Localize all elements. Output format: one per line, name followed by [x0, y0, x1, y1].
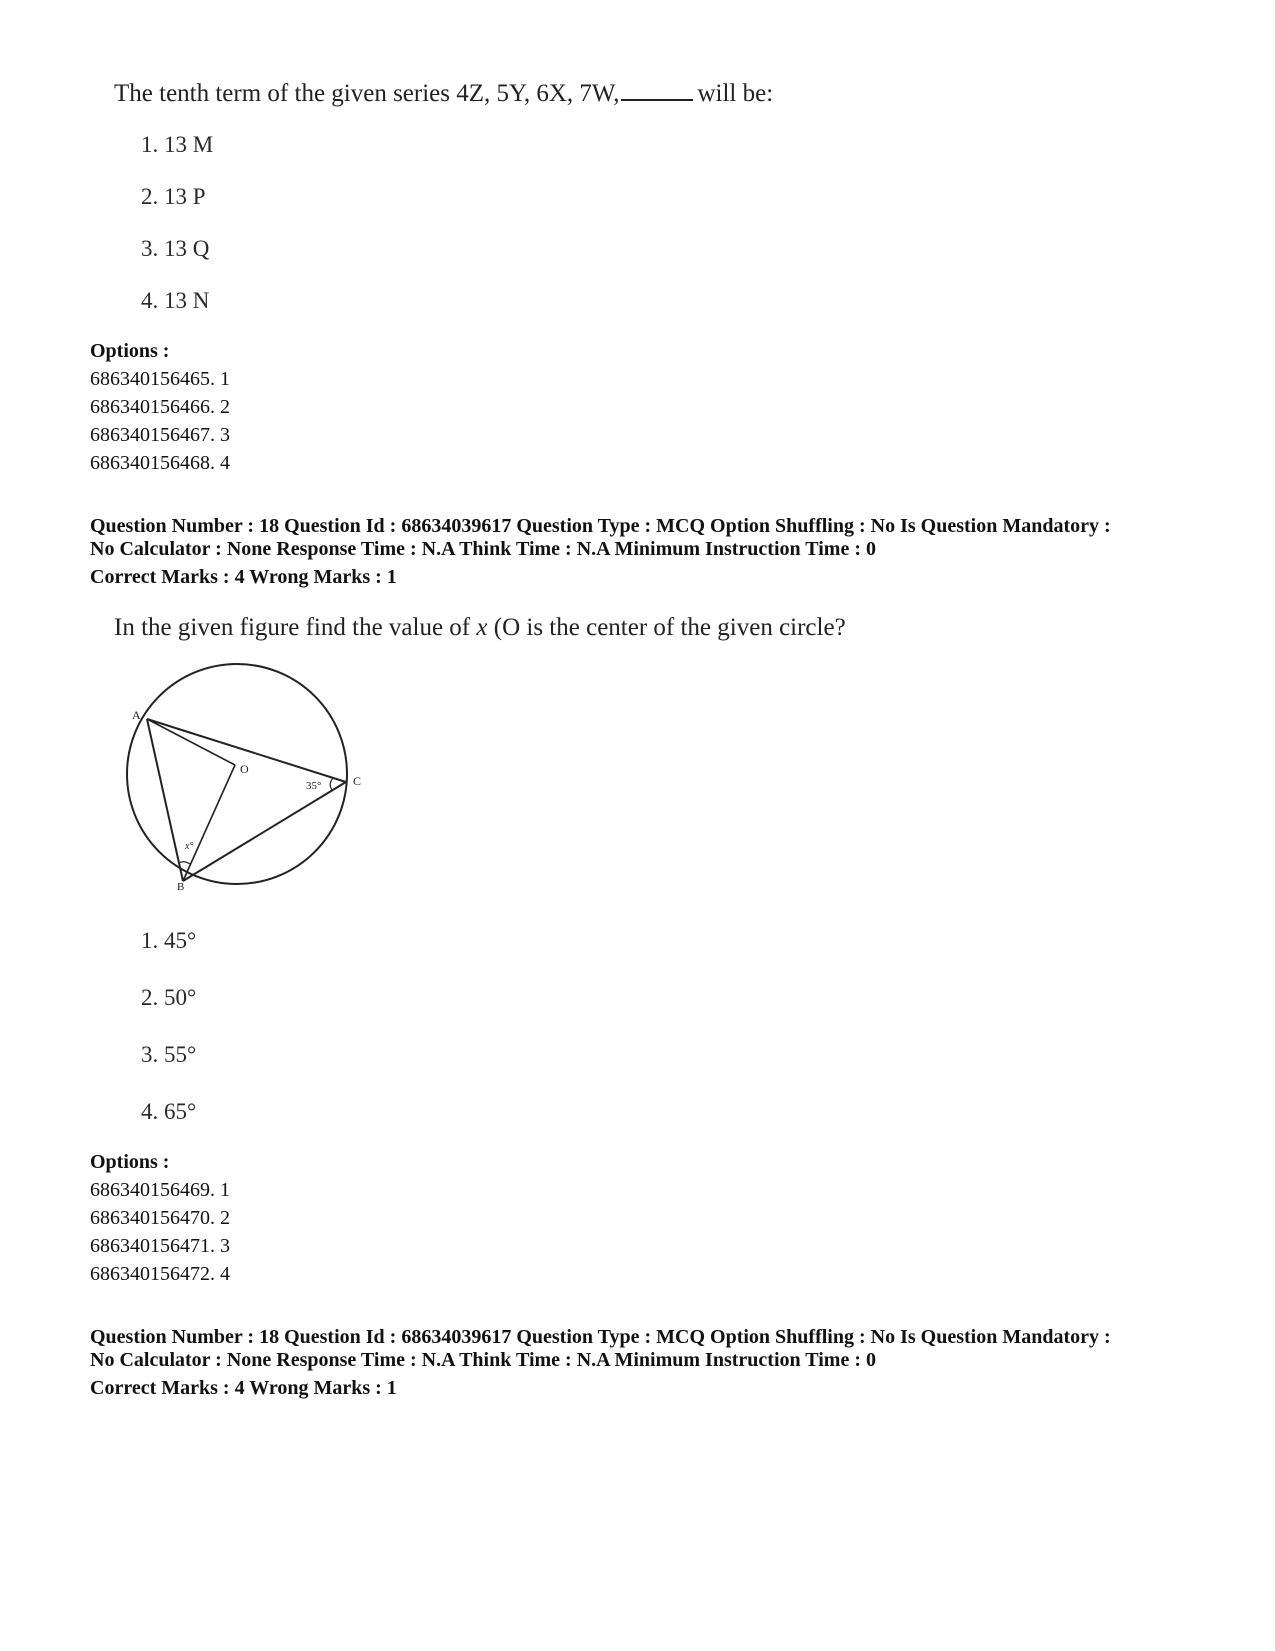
segment-bc	[183, 782, 346, 881]
q17-option-id-2: 686340156466. 2	[90, 396, 230, 418]
angle-c-arc	[330, 778, 333, 790]
q17-option-id-4: 686340156468. 4	[90, 452, 230, 474]
q18-question-text	[114, 614, 846, 642]
q17-choice-1: 1. 13 M	[141, 132, 214, 157]
q17-choice-4: 4. 13 N	[141, 288, 210, 313]
q17-option-id-3: 686340156467. 3	[90, 424, 230, 446]
label-a: A	[132, 708, 141, 722]
q18-choice-3: 3. 55°	[141, 1042, 197, 1067]
label-o: O	[240, 762, 249, 776]
q17-option-id-1: 686340156465. 1	[90, 368, 230, 390]
q18-choice-2: 2. 50°	[141, 985, 197, 1010]
label-b: B	[177, 881, 185, 893]
q18-question-before: In the given figure find the value of	[114, 614, 471, 641]
q18-choice-1: 1. 45°	[141, 928, 197, 953]
circle-figure	[120, 662, 370, 898]
q17-choice-2: 2. 13 P	[141, 184, 206, 209]
q17-options-label: Options :	[90, 340, 170, 362]
q19-header-line-1: Question Number : 18 Question Id : 68634039617 Question Type : MCQ Option Shuffling : No Is Question Mandatory :	[90, 1326, 1111, 1348]
q18-marks: Correct Marks : 4 Wrong Marks : 1	[90, 566, 397, 588]
angle-c-label: 35°	[306, 780, 322, 792]
q17-choice-3: 3. 13 Q	[141, 236, 210, 261]
q18-choice-4: 4. 65°	[141, 1099, 197, 1124]
q18-option-id-4: 686340156472. 4	[90, 1263, 230, 1285]
label-c: C	[353, 774, 362, 788]
q19-marks: Correct Marks : 4 Wrong Marks : 1	[90, 1377, 397, 1399]
q18-question-after: (O is the center of the given circle?	[493, 614, 846, 641]
q18-header-line-2: No Calculator : None Response Time : N.A Think Time : N.A Minimum Instruction Time : 0	[90, 538, 876, 560]
q18-option-id-3: 686340156471. 3	[90, 1235, 230, 1257]
q18-options-label: Options :	[90, 1151, 170, 1173]
q17-question-before: The tenth term of the given series 4Z, 5Y, 6X, 7W,	[114, 80, 620, 107]
q18-option-id-1: 686340156469. 1	[90, 1179, 230, 1201]
q19-header-line-2: No Calculator : None Response Time : N.A Think Time : N.A Minimum Instruction Time : 0	[90, 1349, 876, 1371]
q17-question-text	[114, 79, 773, 108]
angle-b-label: x°	[185, 841, 194, 852]
q17-blank	[621, 79, 693, 101]
q18-option-id-2: 686340156470. 2	[90, 1207, 230, 1229]
angle-b-arc	[179, 862, 190, 864]
q18-header-line-1: Question Number : 18 Question Id : 68634039617 Question Type : MCQ Option Shuffling : No Is Question Mandatory :	[90, 515, 1111, 537]
q18-question-variable: x	[476, 614, 488, 641]
q17-question-after: will be:	[697, 80, 774, 107]
segment-bo	[183, 765, 235, 881]
